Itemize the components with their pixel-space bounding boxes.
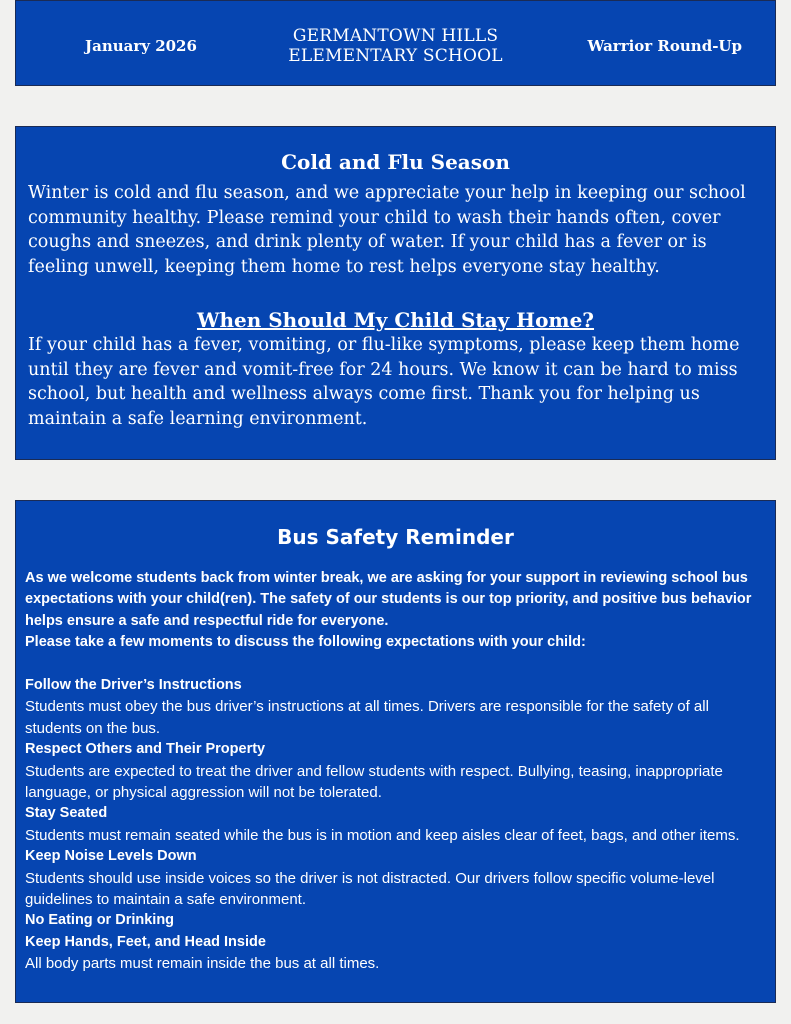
school-name-line-1: GERMANTOWN HILLS <box>292 26 499 46</box>
expectation-text: Students should use inside voices so the driver is not distracted. Our drivers follow specific volume-level guidelines to maintain a safe environment. <box>25 869 715 909</box>
stay-home-title: When Should My Child Stay Home? <box>196 308 595 332</box>
bus-safety-section <box>15 500 776 1003</box>
expectation-text: Students are expected to treat the driver and fellow students with respect. Bullying, teasing, inappropriate language, or physical aggression will not be tolerated. <box>25 762 723 802</box>
cold-flu-paragraph: Winter is cold and flu season, and we appreciate your help in keeping our school community healthy. Please remind your child to wash their hands often, cover coughs and sneezes, and drink plenty of water. If your child has a fever or is feeling unwell, keeping them home to rest helps everyone stay healthy. <box>28 183 746 277</box>
newsletter-header <box>15 0 776 86</box>
spacer <box>25 654 766 675</box>
expectation-title: Stay Seated <box>25 805 108 822</box>
expectation-text: Students must remain seated while the bus is in motion and keep aisles clear of feet, bags, and other items. <box>25 826 740 844</box>
stay-home-paragraph: If your child has a fever, vomiting, or flu-like symptoms, please keep them home until they are fever and vomit-free for 24 hours. We know it can be hard to miss school, but health and wellness always come first. Thank you for helping us maintain a safe learning environment. <box>28 335 740 429</box>
expectation-title: Respect Others and Their Property <box>25 741 266 758</box>
newsletter-name: Warrior Round-Up <box>587 37 742 55</box>
cold-flu-section <box>15 126 776 460</box>
expectation-title: No Eating or Drinking <box>25 912 175 929</box>
expectation-title: Follow the Driver’s Instructions <box>25 677 242 694</box>
school-name-line-2: ELEMENTARY SCHOOL <box>288 46 503 66</box>
bus-intro: As we welcome students back from winter break, we are asking for your support in reviewing school bus expectations with your child(ren). The safety of our students is our top priority, and positive bus behavior helps ensure a safe and respectful ride for everyone. <box>25 570 752 629</box>
bus-safety-title: Bus Safety Reminder <box>277 525 514 549</box>
cold-flu-title: Cold and Flu Season <box>281 150 510 174</box>
expectation-title: Keep Hands, Feet, and Head Inside <box>25 933 266 950</box>
expectation-title: Keep Noise Levels Down <box>25 848 197 865</box>
expectation-text: Students must obey the bus driver’s instructions at all times. Drivers are responsible for the safety of all students on the bus. <box>25 698 709 737</box>
issue-date: January 2026 <box>85 37 197 55</box>
expectation-text: All body parts must remain inside the bus at all times. <box>25 955 380 973</box>
bus-intro-prompt: Please take a few moments to discuss the following expectations with your child: <box>25 634 586 651</box>
